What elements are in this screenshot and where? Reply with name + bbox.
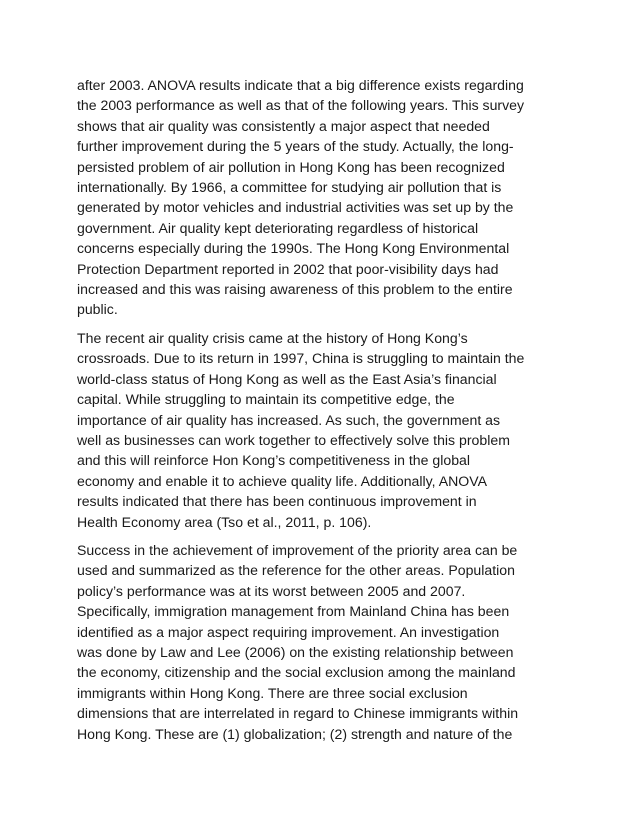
- text-line: The recent air quality crisis came at the history of Hong Kong’s: [77, 329, 468, 346]
- text-line: concerns especially during the 1990s. The Hong Kong Environmental: [77, 240, 510, 257]
- text-line: Protection Department reported in 2002 that poor-visibility days had: [77, 260, 499, 277]
- document-body: [77, 75, 567, 752]
- text-line: shows that air quality was consistently a major aspect that needed: [77, 117, 490, 134]
- text-line: capital. While struggling to maintain its competitive edge, the: [77, 391, 455, 408]
- paragraph: [77, 328, 567, 532]
- text-line: persisted problem of air pollution in Hong Kong has been recognized: [77, 158, 505, 175]
- text-line: the economy, citizenship and the social exclusion among the mainland: [77, 664, 516, 681]
- text-line: public.: [77, 301, 118, 318]
- text-line: Hong Kong. These are (1) globalization; (2) strength and nature of the: [77, 725, 513, 742]
- text-line: results indicated that there has been continuous improvement in: [77, 493, 477, 510]
- text-line: government. Air quality kept deteriorating regardless of historical: [77, 219, 479, 236]
- text-line: identified as a major aspect requiring improvement. An investigation: [77, 623, 500, 640]
- text-line: after 2003. ANOVA results indicate that a big difference exists regarding: [77, 77, 524, 93]
- text-line: Health Economy area (Tso et al., 2011, p. 106).: [77, 513, 372, 530]
- text-line: the 2003 performance as well as that of the following years. This survey: [77, 97, 525, 114]
- text-line: policy’s performance was at its worst between 2005 and 2007.: [77, 582, 466, 599]
- text-line: internationally. By 1966, a committee for studying air pollution that is: [77, 179, 502, 196]
- text-line: crossroads. Due to its return in 1997, China is struggling to maintain the: [77, 350, 525, 367]
- text-line: Specifically, immigration management from Mainland China has been: [77, 603, 510, 620]
- text-line: was done by Law and Lee (2006) on the existing relationship between: [77, 643, 514, 660]
- text-line: importance of air quality has increased. As such, the government as: [77, 411, 501, 428]
- text-line: world-class status of Hong Kong as well as the East Asia’s financial: [77, 370, 497, 387]
- paragraph: [77, 540, 567, 744]
- text-line: Success in the achievement of improvement of the priority area can be: [77, 541, 518, 558]
- text-line: used and summarized as the reference for the other areas. Population: [77, 562, 515, 579]
- paragraph: [77, 75, 567, 320]
- text-line: further improvement during the 5 years of the study. Actually, the long-: [77, 138, 514, 155]
- text-line: well as businesses can work together to effectively solve this problem: [77, 431, 510, 448]
- text-line: increased and this was raising awareness of this problem to the entire: [77, 281, 513, 298]
- text-line: and this will reinforce Hon Kong’s competitiveness in the global: [77, 452, 471, 469]
- text-line: economy and enable it to achieve quality life. Additionally, ANOVA: [77, 472, 488, 489]
- text-line: immigrants within Hong Kong. There are three social exclusion: [77, 684, 468, 701]
- text-line: dimensions that are interrelated in regard to Chinese immigrants within: [77, 705, 519, 722]
- text-line: generated by motor vehicles and industrial activities was set up by the: [77, 199, 514, 216]
